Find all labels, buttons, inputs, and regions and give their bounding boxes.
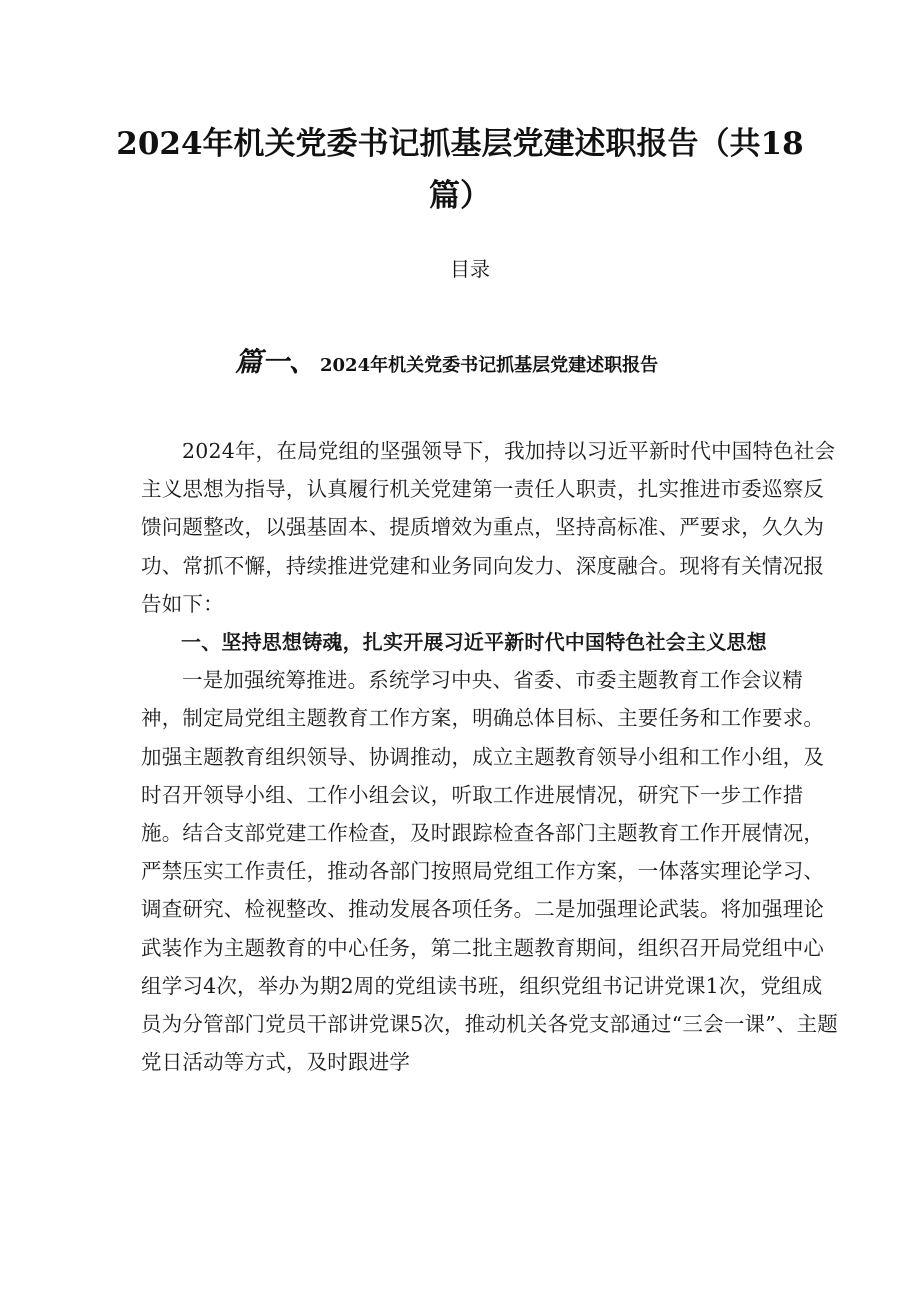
intro-paragraph: 2024年，在局党组的坚强领导下，我加持以习近平新时代中国特色社会主义思想为指导，认真履行机关党建第一责任人职责，扎实推进市委巡察反馈问题整改，以强基固本、提质增效为重点，坚持高标准、严要求，久久为功、常抓不懈，持续推进党建和业务同向发力、深度融合。现将有关情况报告如下： (141, 439, 836, 616)
section-number: 篇一、 (235, 347, 316, 378)
subheading-one: 一、坚持思想铸魂，扎实开展习近平新时代中国特色社会主义思想 (181, 630, 767, 655)
section-heading (235, 340, 875, 379)
document-title: 2024年机关党委书记抓基层党建述职报告（共18篇） (116, 126, 804, 214)
body-paragraph: 一是加强统筹推进。系统学习中央、省委、市委主题教育工作会议精神，制定局党组主题教育工作方案，明确总体目标、主要任务和工作要求。加强主题教育组织领导、协调推动，成立主题教育领导小组和工作小组，及时召开领导小组、工作小组会议，听取工作进展情况，研究下一步工作措施。结合支部党建工作检查，及时跟踪检查各部门主题教育工作开展情况，严禁压实工作责任，推动各部门按照局党组工作方案，一体落实理论学习、调查研究、检视整改、推动发展各项任务。二是加强理论武装。将加强理论武装作为主题教育的中心任务，第二批主题教育期间，组织召开局党组中心组学习4次，举办为期2周的党组读书班，组织党组书记讲党课1次，党组成员为分管部门党员干部讲党课5次，推动机关各党支部通过“三会一课”、主题党日活动等方式，及时跟进学 (141, 668, 839, 1075)
table-of-contents-label: 目录 (450, 257, 490, 281)
report-body (141, 432, 841, 1081)
section-title: 2024年机关党委书记抓基层党建述职报告 (320, 355, 659, 376)
